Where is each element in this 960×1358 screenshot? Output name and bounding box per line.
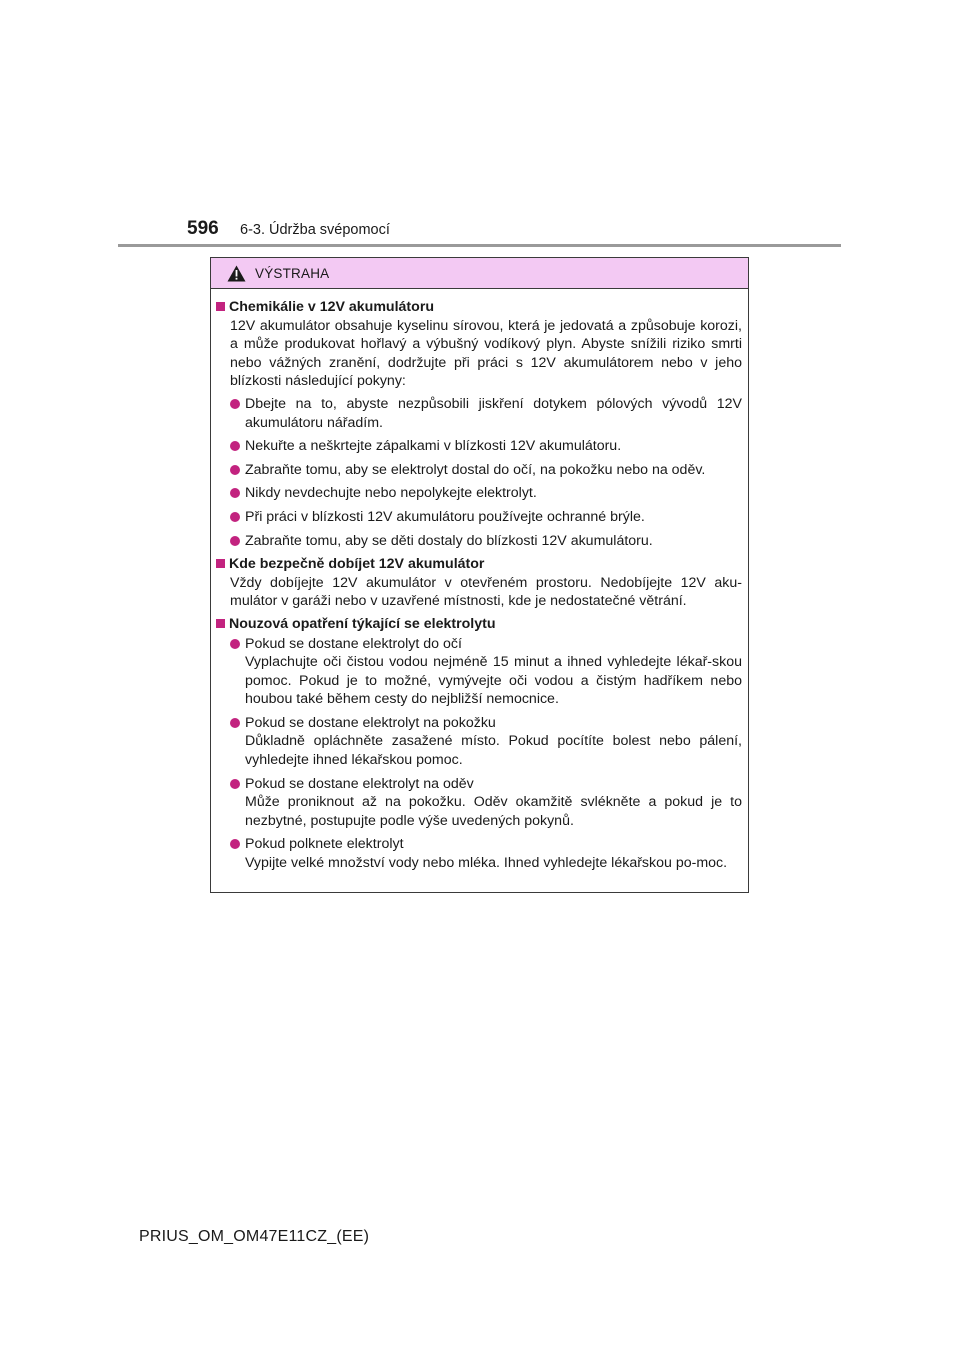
dot-bullet-icon	[230, 441, 240, 451]
section-heading	[216, 555, 742, 574]
warning-section	[216, 555, 742, 611]
list-item	[216, 508, 742, 527]
bullet-list	[216, 395, 742, 550]
bullet-list	[216, 635, 742, 873]
dot-bullet-icon	[230, 779, 240, 789]
list-item	[216, 775, 742, 831]
list-item-text: Zabraňte tomu, aby se elektrolyt dostal do očí, na pokožku nebo na oděv.	[245, 461, 706, 478]
footer-document-code: PRIUS_OM_OM47E11CZ_(EE)	[139, 1228, 370, 1245]
list-item-text	[245, 775, 742, 831]
list-item-text: Nikdy nevdechujte nebo nepolykejte elektrolyt.	[245, 485, 537, 502]
warning-header	[211, 258, 748, 289]
list-item	[216, 635, 742, 709]
list-item-text	[245, 635, 742, 709]
list-item-body: Může proniknout až na pokožku. Oděv okamžitě svlékněte a pokud je to nezbytné, postupujte podle výše uvedených pokynů.	[245, 794, 742, 829]
list-item	[216, 437, 742, 456]
warning-box	[210, 257, 749, 893]
section-title: 6-3. Údržba svépomocí	[240, 222, 390, 238]
dot-bullet-icon	[230, 639, 240, 649]
warning-body	[211, 289, 748, 873]
section-heading-text: Nouzová opatření týkající se elektrolytu	[229, 615, 496, 632]
square-bullet-icon	[216, 619, 225, 628]
dot-bullet-icon	[230, 512, 240, 522]
warning-title: VÝSTRAHA	[255, 265, 330, 281]
section-heading	[216, 298, 742, 317]
list-item-text	[245, 714, 742, 770]
list-item	[216, 461, 742, 480]
warning-section	[216, 298, 742, 550]
section-heading-text: Kde bezpečně dobíjet 12V akumulátor	[229, 556, 485, 573]
list-item-text	[245, 835, 742, 872]
square-bullet-icon	[216, 559, 225, 568]
list-item-body: Vypijte velké množství vody nebo mléka. Ihned vyhledejte lékařskou po-moc.	[245, 855, 728, 872]
list-item-text: Nekuřte a neškrtejte zápalkami v blízkosti 12V akumulátoru.	[245, 438, 622, 455]
list-item	[216, 484, 742, 503]
dot-bullet-icon	[230, 465, 240, 475]
dot-bullet-icon	[230, 536, 240, 546]
list-item-head: Pokud se dostane elektrolyt na oděv	[245, 775, 474, 792]
list-item-body: Vyplachujte oči čistou vodou nejméně 15 minut a ihned vyhledejte lékař-skou pomoc. Pokud je to možné, vymývejte oči vodou a čistým hadříkem nebo houbou také během cesty do nejbližší nemocnice.	[245, 654, 742, 708]
list-item-text: Dbejte na to, abyste nezpůsobili jiskření dotykem pólových vývodů 12V akumulátoru nářadím.	[245, 395, 742, 431]
section-heading-text: Chemikálie v 12V akumulátoru	[229, 299, 435, 315]
dot-bullet-icon	[230, 488, 240, 498]
section-paragraph: 12V akumulátor obsahuje kyselinu sírovou, která je jedovatá a způsobuje korozi, a může produkovat hořlavý a výbušný vodíkový plyn. Abyste snížili riziko smrti nebo vážných zranění, dodržujte při práci s 12V akumulátorem nebo v jeho blízkosti následující pokyny:	[230, 317, 742, 390]
square-bullet-icon	[216, 302, 225, 311]
list-item	[216, 835, 742, 872]
page-number: 596	[187, 218, 219, 239]
list-item	[216, 395, 742, 432]
list-item-text: Zabraňte tomu, aby se děti dostaly do blízkosti 12V akumulátoru.	[245, 532, 653, 549]
header-rule	[118, 244, 841, 247]
list-item	[216, 532, 742, 551]
list-item-text: Při práci v blízkosti 12V akumulátoru používejte ochranné brýle.	[245, 508, 645, 525]
dot-bullet-icon	[230, 839, 240, 849]
list-item	[216, 714, 742, 770]
list-item-head: Pokud polknete elektrolyt	[245, 836, 404, 853]
section-paragraph: Vždy dobíjejte 12V akumulátor v otevřeném prostoru. Nedobíjejte 12V aku-mulátor v garáži nebo v uzavřené místnosti, kde je nedostatečné větrání.	[230, 574, 742, 610]
warning-section	[216, 615, 742, 873]
section-heading	[216, 615, 742, 634]
dot-bullet-icon	[230, 718, 240, 728]
warning-triangle-icon	[227, 265, 246, 282]
list-item-head: Pokud se dostane elektrolyt na pokožku	[245, 714, 496, 731]
list-item-body: Důkladně opláchněte zasažené místo. Pokud pocítíte bolest nebo pálení, vyhledejte ihned lékařskou pomoc.	[245, 733, 742, 769]
list-item-head: Pokud se dostane elektrolyt do očí	[245, 635, 462, 652]
dot-bullet-icon	[230, 399, 240, 409]
